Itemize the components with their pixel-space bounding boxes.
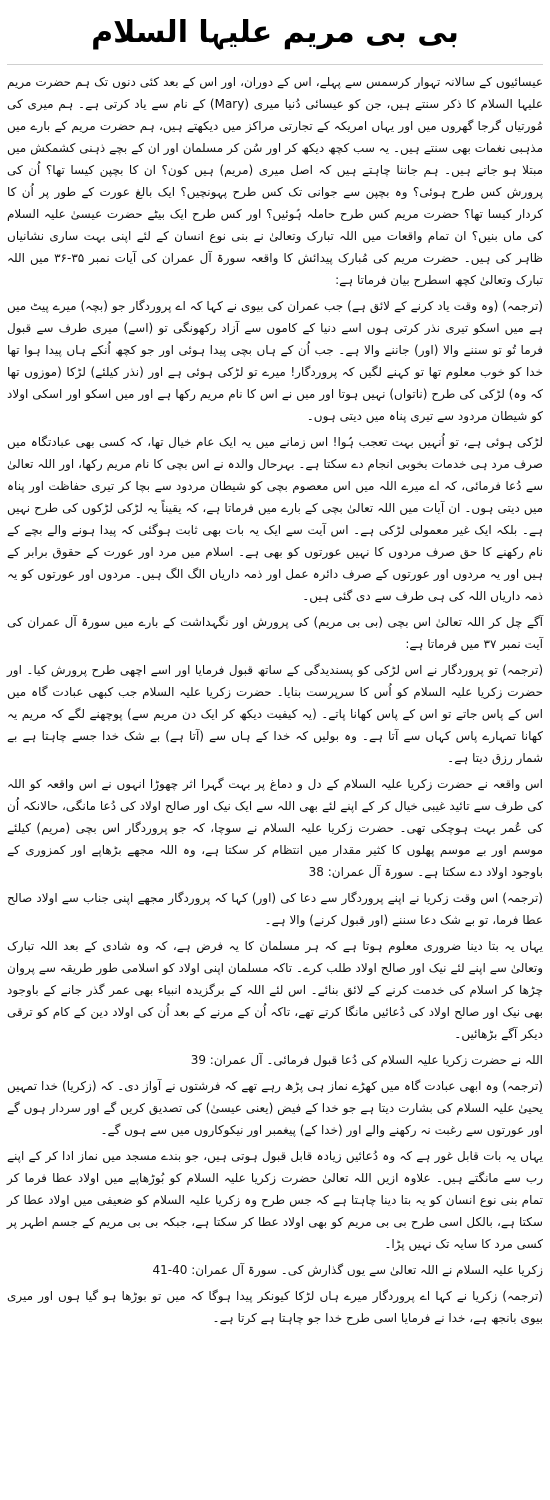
paragraph: زکریا علیہ السلام نے اللہ تعالیٰ سے یوں گذارش کی۔ سورۃ آل عمران: 40-41 <box>152 1263 543 1277</box>
paragraph: آگے چل کر اللہ تعالیٰ اس بچی (بی بی مریم) کی پرورش اور نگہداشت کے بارے میں سورۃ آل عمران کی آیت نمبر ۳۷ میں فرماتا ہے: <box>7 615 543 651</box>
title-divider <box>7 64 543 65</box>
paragraph: عیسائیوں کے سالانہ تہوار کرسمس سے پہلے، اس کے دوران، اور اس کے بعد کئی دنوں تک ہم حضرت مریم علیہا السلام کا ذکر سنتے ہیں، جن کو عیسائی دُنیا میری (Mary) کے نام سے یاد کرتی ہے۔ ہم میری کی مُورتیاں گرجا گھروں میں اور یہاں امریکہ کے تجارتی مراکز میں دیکھتے ہیں، ہم حضرت مریم کے بارے میں مذہبی نغمات بھی سنتے ہیں۔ یہ سب کچھ دیکھ کر اور سُن کر مسلمان اور ان کے بچے ذہنی کشمکش میں مبتلا ہو جاتے ہیں۔ ہم جاننا چاہتے ہیں کہ اصل میری (مریم) ہیں کون؟ ان کا بچپن کیسا تھا؟ اُن کی پرورش کس طرح ہوئی؟ وہ بچپن سے جوانی تک کس طرح پہونچیں؟ ایک بالغ عورت کے طور پر اُن کا کردار کیسا تھا؟ حضرت مریم کس طرح حاملہ ہُوئیں؟ اور کس طرح ایک بیٹے حضرت عیسیٰ علیہ السلام کی ماں بنیں؟ ان تمام واقعات میں اللہ تبارک وتعالیٰ نے بنی نوع انسان کے لئے اپنی بہت ساری نشانیاں ظاہر کی ہیں۔ حضرت مریم کی مُبارک پیدائش کا واقعہ سورۃ آل عمران کی آیات نمبر ۳۵-۳۶ میں اللہ تبارک وتعالیٰ کچھ اسطرح بیان فرماتا ہے: <box>7 75 544 287</box>
article-title: بی بی مریم علیہا السلام <box>91 15 459 50</box>
paragraph: (ترجمہ) وہ ابھی عبادت گاہ میں کھڑے نماز ہی پڑھ رہے تھے کہ فرشتوں نے آواز دی۔ کہ (زکریا) خدا تمہیں یحییٰ علیہ السلام کی بشارت دیتا ہے جو خدا کے فیض (یعنی عیسیٰ) کی تصدیق کریں گے اور سردار ہوں گے اور عورتوں سے رغبت نہ رکھنے والے اور (خدا کے) پیغمبر اور نیکوکاروں میں سے ہوں گے۔ <box>7 1079 543 1137</box>
article-body <box>7 71 543 1329</box>
paragraph: (ترجمہ) زکریا نے کہا اے پروردگار میرے ہاں لڑکا کیونکر پیدا ہوگا کہ میں تو بوڑھا ہو گیا ہوں اور میری بیوی بانجھ ہے، خدا نے فرمایا اسی طرح خدا جو چاہتا ہے کرتا ہے۔ <box>7 1289 543 1325</box>
paragraph: لڑکی ہوئی ہے، تو اُنہیں بہت تعجب ہُوا! اس زمانے میں یہ ایک عام خیال تھا، کہ کسی بھی عبادتگاہ میں صرف مرد ہی خدمات بخوبی انجام دے سکتا ہے۔ بہرحال والدہ نے اس بچی کا نام مریم رکھا، اور اللہ تعالیٰ سے دُعا فرمائی، کہ اے میرے اللہ میں اس معصوم بچی کو شیطان مردود سے بچا کر تیری حفاظت اور پناہ میں دیتی ہوں۔ ان آیات میں اللہ تعالیٰ بچی کے بارے میں فرماتا ہے، کہ یقیناً یہ لڑکی لڑکوں کی طرح نہیں ہے۔ بلکہ ایک غیر معمولی لڑکی ہے۔ اس آیت سے ایک یہ بات بھی ثابت ہوگئی کہ پیدا ہونے والے بچے کے نام رکھنے کا حق صرف مردوں کا نہیں عورتوں کو بھی ہے۔ اسلام میں مرد اور عورت کے حقوق برابر کے ہیں اور یہ مردوں اور عورتوں کے صرف دائرہ عمل اور ذمہ داریاں الگ الگ ہیں۔ مردوں اور عورتوں کو یہ ذمہ داریاں اللہ کی ہی طرف سے دی گئی ہیں۔ <box>7 435 543 603</box>
paragraph: (ترجمہ) تو پروردگار نے اس لڑکی کو پسندیدگی کے ساتھ قبول فرمایا اور اسے اچھی طرح پرورش کیا۔ اور حضرت زکریا علیہ السلام کو اُس کا سرپرست بنایا۔ حضرت زکریا علیہ السلام جب کبھی عبادت گاہ میں اس کے پاس جاتے تو اس کے پاس کھانا پاتے۔ (یہ کیفیت دیکھ کر ایک دن مریم سے) پوچھنے لگے کہ مریم یہ کھانا تمہارے پاس کہاں سے آتا ہے۔ وہ بولیں کہ خدا کے ہاں سے (آتا ہے) بے شک خدا جسے چاہتا ہے بے شمار رزق دیتا ہے۔ <box>7 663 543 765</box>
paragraph: (ترجمہ) (وہ وقت یاد کرنے کے لائق ہے) جب عمران کی بیوی نے کہا کہ اے پروردگار جو (بچہ) میرے پیٹ میں ہے میں اسکو تیری نذر کرتی ہوں اسے دنیا کے کاموں سے آزاد رکھونگی تو (اسے) میری طرف سے قبول فرما تُو تو سننے والا (اور) جاننے والا ہے۔ جب اُن کے ہاں بچی پیدا ہوئی اور جو کچھ اُنکے ہاں پیدا ہوا تھا خدا کو خوب معلوم تھا تو کہنے لگیں کہ پروردگار! میرے تو لڑکی ہوئی ہے اور (نذر کیلئے) لڑکا (موزوں تھا کہ وہ) لڑکی کی طرح (ناتواں) نہیں ہوتا اور میں نے اس کا نام مریم رکھا ہے اور میں اسکو اور اسکی اولاد کو شیطان مردود سے تیری پناہ میں دیتی ہوں۔ <box>7 299 543 423</box>
paragraph: یہاں یہ بتا دینا ضروری معلوم ہوتا ہے کہ ہر مسلمان کا یہ فرض ہے، کہ وہ شادی کے بعد اللہ تبارک وتعالیٰ سے اپنے لئے نیک اور صالح اولاد طلب کرے۔ تاکہ مسلمان اپنی اولاد کو اسلامی طور طریقہ سے پروان چڑھا کر اسلام کی خدمت کرنے کے لائق بنائے۔ اس لئے اللہ کے برگزیدہ انبیاء بھی عمر گذر جانے کے باوجود بھی نیک اور صالح اولاد کی دُعائیں مانگا کرتے تھے، تاکہ اُن کے مرنے کے بعد اُن کی اولاد دین کے کام کو ترقی دیکر آگے بڑھائیں۔ <box>7 939 544 1041</box>
paragraph: اس واقعہ نے حضرت زکریا علیہ السلام کے دل و دماغ پر بہت گہرا اثر چھوڑا انہوں نے اس واقعہ کو اللہ کی طرف سے تائید غیبی خیال کر کے اپنے لئے بھی اللہ سے ایک نیک اور صالح اولاد کی دُعا مانگی، حالانکہ اُن کی عُمر بہت ہوچکی تھی۔ حضرت زکریا علیہ السلام نے سوچا، کہ جو پروردگار اس بچی (مریم) کیلئے موسم اور بے موسم پھلوں کا کثیر مقدار میں انتظام کر سکتا ہے، وہ اللہ مجھے بڑھاپے اور کمزوری کے باوجود اولاد دے سکتا ہے۔ سورۃ آل عمران: 38 <box>7 777 543 879</box>
paragraph: اللہ نے حضرت زکریا علیہ السلام کی دُعا قبول فرمائی۔ آل عمران: 39 <box>190 1053 543 1067</box>
paragraph: (ترجمہ) اس وقت زکریا نے اپنے پروردگار سے دعا کی (اور) کہا کہ پروردگار مجھے اپنی جناب سے اولاد صالح عطا فرما، تو بے شک دعا سننے (اور قبول کرنے) والا ہے۔ <box>7 891 543 927</box>
paragraph: یہاں یہ بات قابل غور ہے کہ وہ دُعائیں زیادہ قابل قبول ہوتی ہیں، جو بندے مسجد میں نماز ادا کر کے اپنے رب سے مانگتے ہیں۔ علاوہ ازیں اللہ تعالیٰ حضرت زکریا علیہ السلام کو بُوڑھاپے میں اولاد عطا فرما کر تمام بنی نوع انسان کو یہ بتا دینا چاہتا ہے کہ جس طرح وہ زکریا علیہ السلام کو ضعیفی میں اولاد عطا کر سکتا ہے، بالکل اسی طرح بی بی مریم کو بھی اولاد عطا کر سکتا ہے، جبکہ بی بی مریم کے جسم اطہر پر کسی مرد کا سایہ تک نہیں پڑا۔ <box>7 1149 543 1251</box>
